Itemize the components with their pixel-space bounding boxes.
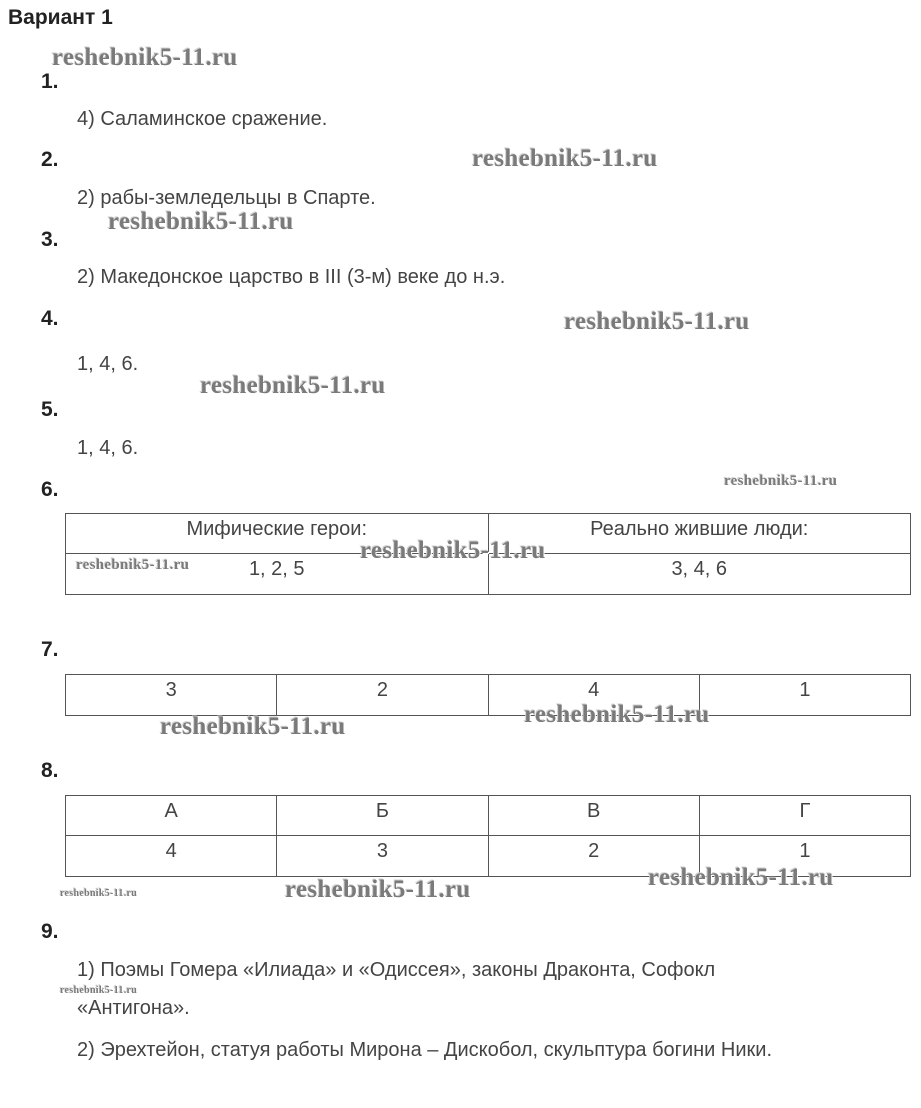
watermark: reshebnik5-11.ru: [724, 473, 838, 489]
table-header-cell: Б: [277, 796, 488, 836]
watermark: reshebnik5-11.ru: [648, 864, 834, 891]
watermark: reshebnik5-11.ru: [76, 557, 190, 573]
watermark: reshebnik5-11.ru: [472, 145, 658, 172]
watermark: reshebnik5-11.ru: [60, 888, 138, 899]
question-number: 8.: [41, 759, 59, 782]
watermark: reshebnik5-11.ru: [52, 44, 238, 71]
answer-text: 2) Эрехтейон, статуя работы Мирона – Дискобол, скульптура богини Ники.: [77, 1039, 772, 1061]
table-cell: 3: [66, 675, 277, 716]
table-cell: 1, 2, 5: [66, 554, 489, 595]
question-number: 7.: [41, 638, 59, 661]
watermark: reshebnik5-11.ru: [285, 876, 471, 903]
table-header-cell: Реально жившие люди:: [488, 514, 911, 554]
answer-text: 4) Саламинское сражение.: [77, 108, 328, 130]
table-header-cell: А: [66, 796, 277, 836]
watermark: reshebnik5-11.ru: [160, 713, 346, 740]
answer-text: 1) Поэмы Гомера «Илиада» и «Одиссея», законы Драконта, Софокл: [77, 959, 716, 981]
table-cell: 1: [699, 836, 910, 877]
table-cell: 1: [699, 675, 910, 716]
answer-table-7: [65, 674, 911, 716]
watermark: reshebnik5-11.ru: [108, 208, 294, 235]
answer-text: 2) рабы-земледельцы в Спарте.: [77, 187, 376, 209]
page-title: Вариант 1: [8, 6, 113, 29]
question-number: 9.: [41, 920, 59, 943]
table-cell: 2: [488, 836, 699, 877]
table-header-cell: Мифические герои:: [66, 514, 489, 554]
watermark: reshebnik5-11.ru: [564, 308, 750, 335]
watermark: reshebnik5-11.ru: [524, 701, 710, 728]
table-header-cell: В: [488, 796, 699, 836]
answer-text: 1, 4, 6.: [77, 353, 139, 375]
question-number: 5.: [41, 398, 59, 421]
question-number: 4.: [41, 307, 59, 330]
table-cell: 4: [66, 836, 277, 877]
table-cell: 4: [488, 675, 699, 716]
table-cell: 3: [277, 836, 488, 877]
table-cell: 3, 4, 6: [488, 554, 911, 595]
answer-text: «Антигона».: [77, 997, 190, 1019]
question-number: 3.: [41, 228, 59, 251]
question-number: 1.: [41, 70, 59, 93]
question-number: 2.: [41, 148, 59, 171]
watermark: reshebnik5-11.ru: [60, 985, 138, 996]
question-number: 6.: [41, 478, 59, 501]
table-header-cell: Г: [699, 796, 910, 836]
watermark: reshebnik5-11.ru: [200, 372, 386, 399]
answer-text: 2) Македонское царство в III (3-м) веке до н.э.: [77, 266, 506, 288]
answer-text: 1, 4, 6.: [77, 437, 139, 459]
table-cell: 2: [277, 675, 488, 716]
watermark: reshebnik5-11.ru: [360, 537, 546, 564]
